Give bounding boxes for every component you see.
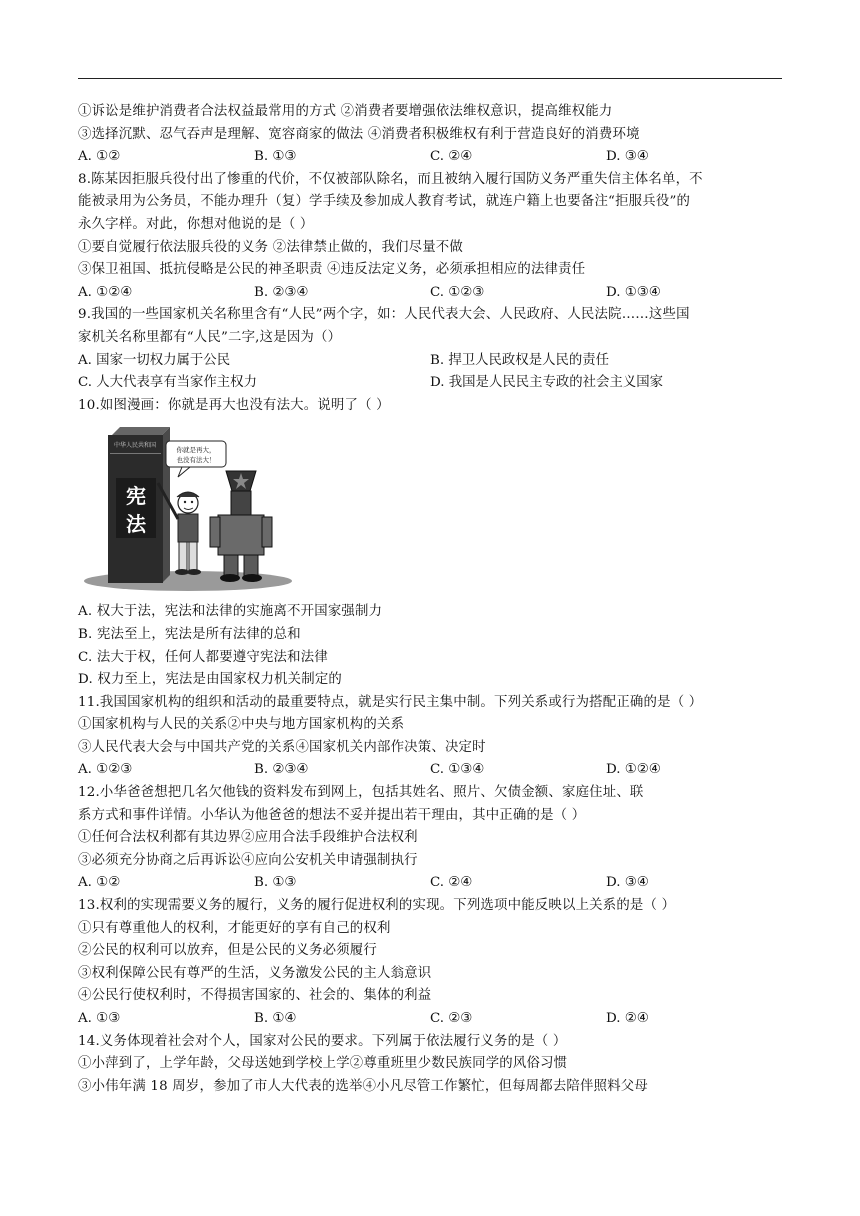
q10-option-a[interactable]: A. 权大于法，宪法和法律的实施离不开国家强制力 [78,604,383,620]
option-a[interactable]: A. ①② [78,875,121,891]
speech-line-2: 也没有法大！ [176,456,216,465]
question-sheet [78,101,782,1098]
header-rule [78,78,782,79]
q12-statement-2: ③必须充分协商之后再诉讼④应向公安机关申请强制执行 [78,852,418,868]
q12-stem-line-1: 12.小华爸爸想把几名欠他钱的资料发布到网上，包括其姓名、照片、欠债金额、家庭住址、联 [78,785,644,801]
option-d[interactable]: D. ②④ [606,1011,649,1026]
speech-line-1: 你就是再大， [176,446,216,455]
option-c[interactable]: C. ②③ [430,1011,473,1026]
q13-statement-2: ②公民的权利可以放弃，但是公民的义务必须履行 [78,943,377,959]
q10-stem: 10.如图漫画：你就是再大也没有法大。说明了（ ） [78,397,390,413]
option-a[interactable]: A. ①③ [78,1011,121,1026]
option-c[interactable]: C. ①③④ [430,762,485,778]
option-c[interactable]: C. ②④ [430,149,473,165]
q8-statement-2: ③保卫祖国、抵抗侵略是公民的神圣职责 ④违反法定义务，必须承担相应的法律责任 [78,262,586,278]
option-b[interactable]: B. ②③④ [254,284,309,300]
option-b[interactable]: B. ①④ [254,1011,297,1026]
q12-options [78,872,782,895]
option-b[interactable]: B. ②③④ [254,762,309,778]
option-d[interactable]: D. ③④ [606,149,649,165]
book-char-2: 法 [126,512,146,537]
cartoon-illustration [78,423,293,593]
option-a[interactable]: A. ①② [78,149,121,165]
option-b[interactable]: B. ①③ [254,875,297,891]
constitution-cartoon [78,423,293,593]
q10-option-d[interactable]: D. 权力至上，宪法是由国家权力机关制定的 [78,672,343,688]
option-a[interactable]: A. ①②④ [78,284,133,300]
q11-statement-1: ①国家机构与人民的关系②中央与地方国家机构的关系 [78,717,405,733]
option-c[interactable]: C. ②④ [430,875,473,891]
q12-statement-1: ①任何合法权利都有其边界②应用合法手段维护合法权利 [78,830,418,846]
q14-stem: 14.义务体现着社会对个人，国家对公民的要求。下列属于依法履行义务的是（ ） [78,1033,567,1049]
q7-options [78,146,782,169]
q11-stem: 11.我国国家机构的组织和活动的最重要特点，就是实行民主集中制。下列关系或行为搭配正确的是（ ） [78,694,703,710]
option-d[interactable]: D. ③④ [606,875,649,891]
q11-statement-2: ③人民代表大会与中国共产党的关系④国家机关内部作决策、决定时 [78,739,486,755]
book-title-top: 中华人民共和国 [113,442,157,450]
option-c[interactable]: C. 人大代表享有当家作主权力 [78,375,257,391]
q12-stem-line-2: 系方式和事件详情。小华认为他爸爸的想法不妥并提出若干理由，其中正确的是（ ） [78,807,586,823]
option-c[interactable]: C. ①②③ [430,284,485,300]
q13-statement-1: ①只有尊重他人的权利，才能更好的享有自己的权利 [78,920,391,936]
q8-stem-line-3: 永久字样。对此，你想对他说的是（ ） [78,216,314,232]
option-d[interactable]: D. ①②④ [606,762,661,778]
q7-statement-2: ③选择沉默、忍气吞声是理解、宽容商家的做法 ④消费者积极维权有利于营造良好的消费环境 [78,126,640,142]
q8-stem-line-2: 能被录用为公务员，不能办理升（复）学手续及参加成人教育考试，就连户籍上也要备注“拒服兵役”的 [78,194,691,210]
q7-statement-1: ①诉讼是维护消费者合法权益最常用的方式 ②消费者要增强依法维权意识，提高维权能力 [78,104,613,119]
q10-option-c[interactable]: C. 法大于权，任何人都要遵守宪法和法律 [78,649,328,665]
option-b[interactable]: B. 捍卫人民政权是人民的责任 [430,352,610,368]
q8-stem-line-1: 8.陈某因拒服兵役付出了惨重的代价，不仅被部队除名，而且被纳入履行国防义务严重失信主体名单，不 [78,171,703,187]
option-d[interactable]: D. ①③④ [606,284,661,300]
q9-stem-line-2: 家机关名称里都有“人民”二字,这是因为（） [78,329,342,345]
q14-statement-2: ③小伟年满 18 周岁，参加了市人大代表的选举④小凡尽管工作繁忙，但每周都去陪伴照料父母 [78,1078,648,1094]
book-char-1: 宪 [126,484,146,509]
q13-options [78,1008,782,1031]
q11-options [78,759,782,782]
q8-options [78,282,782,305]
q10-option-b[interactable]: B. 宪法至上，宪法是所有法律的总和 [78,626,301,642]
q9-options-row-2 [78,372,782,395]
option-a[interactable]: A. ①②③ [78,762,133,778]
option-d[interactable]: D. 我国是人民民主专政的社会主义国家 [430,375,664,391]
official-figure [210,471,272,582]
q13-statement-4: ④公民行使权利时，不得损害国家的、社会的、集体的利益 [78,988,432,1004]
q13-stem: 13.权利的实现需要义务的履行，义务的履行促进权利的实现。下列选项中能反映以上关系的是（ ） [78,898,676,914]
q13-statement-3: ③权利保障公民有尊严的生活，义务激发公民的主人翁意识 [78,965,432,981]
q9-options-row-1 [78,350,782,373]
q8-statement-1: ①要自觉履行依法服兵役的义务 ②法律禁止做的，我们尽量不做 [78,239,463,255]
option-b[interactable]: B. ①③ [254,149,297,165]
option-a[interactable]: A. 国家一切权力属于公民 [78,352,231,368]
q9-stem-line-1: 9.我国的一些国家机关名称里含有“人民”两个字，如：人民代表大会、人民政府、人民法院……这些国 [78,307,690,323]
q14-statement-1: ①小萍到了，上学年龄，父母送她到学校上学②尊重班里少数民族同学的风俗习惯 [78,1056,568,1072]
